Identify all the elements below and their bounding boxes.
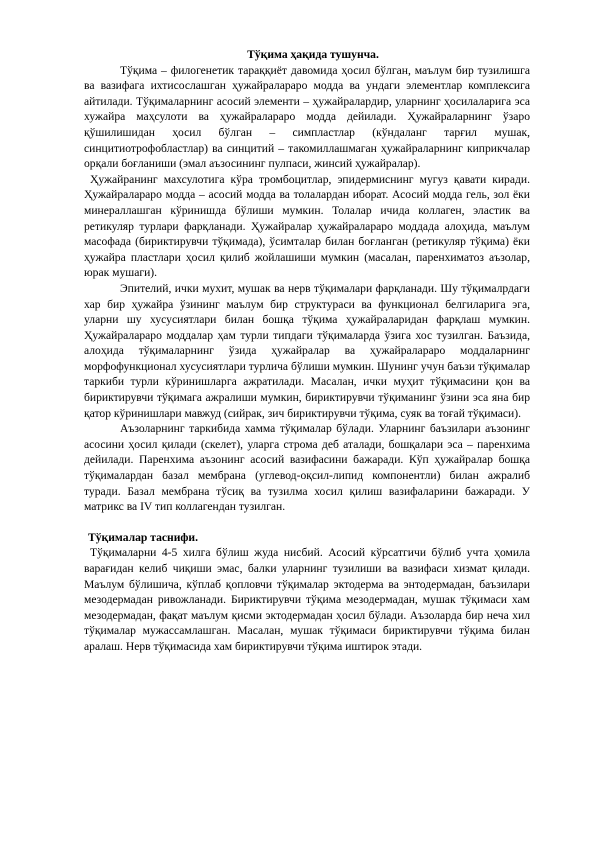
paragraph-intercellular-substance: Ҳужайранинг махсулотига кўра тромбоцитлар, эпидермиснинг мугуз қавати киради. Ҳужайралараро модда – асосий модда ва толалардан иборат. Асосий модда гель, зол ёки минераллашган кўринишда бўлиши мумкин. Толалар ичида коллаген, эластик ва ретикуляр турлари фарқланади. Ҳужайралар ҳужайралараро моддада алоҳида, маълум масофада (бириктирувчи тўқимада), ўсимталар билан боғланган (ретикуляр тўқима) ёки ҳужайра пластлари ҳосил қилиб жойлашиши мумкин (масалан, паренхиматоз аъзолар, юрак мушаги). [84, 172, 530, 280]
page-title: Тўқима ҳақида тушунча. [247, 48, 379, 61]
paragraph-definition: Тўқима – филогенетик тараққиёт давомида ҳосил бўлган, маълум бир тузилишга ва вазифага ихтисослашган ҳужайралараро модда ва ундаги элементлар комплексига айтилади. Тўқималарнинг асосий элементи – ҳужайралардир, уларнинг ҳосилаларига эса хужайра маҳсулоти ва ҳужайралараро модда дейилади. Ҳужайраларнинг ўзаро қўшилишидан ҳосил бўлган – симпластлар (кўндаланг тарғил мушак, синцитиотрофобластлар) ва синцитий – такомиллашмаган ҳужайраларнинг киприкчалар орқали боғланиши (эмал аъзосининг пулпаси, жинсий ҳужайралар). [84, 63, 530, 171]
paragraph-tissue-types: Эпителий, ички мухит, мушак ва нерв тўқималари фарқланади. Шу тўқималрдаги хар бир ҳужайра ўзининг маълум бир структураси ва функционал белгиларига эга, уларни шу хусусиятлари билан бошқа тўқима ҳужайраларидан фарқлаш мумкин. Ҳужайралараро моддалар ҳам турли типдаги тўқималарда ўзига хос тузилган. Баъзида, алоҳида тўқималарнинг ўзида ҳужайралар ва ҳужайралараро моддаларнинг морфофункционал хусусиятлари турлича бўлиши мумкин. Шунинг учун баъзи тўқималар таркиби турли кўринишларга ажратилади. Масалан, ички муҳит тўқимасини қон ва бириктирувчи тўқимага ажралиши мумкин, бириктирувчи тўқиманинг ўзини эса яна бир қатор кўринишлари мавжуд (сийрак, зич бириктирувчи тўқима, суяк ва тоғай тўқимаси). [84, 281, 530, 420]
document-page [84, 47, 530, 655]
section-spacer [84, 515, 530, 530]
paragraph-organ-composition: Аъзоларнинг таркибида хамма тўқималар бўлади. Уларнинг баъзилари аъзонинг асосини ҳосил қилади (скелет), уларга строма деб аталади, бошқалари эса – паренхима дейилади. Паренхима аъзонинг асосий вазифасини бажаради. Кўп ҳужайралар бошқа тўқималардан базал мембрана (углевод-оқсил-липид компонентли) билан ажралиб туради. Базал мембрана тўсиқ ва тузилма хосил қилиш вазифаларини бажаради. У матрикс ва IV тип коллагендан тузилган. [84, 422, 530, 514]
paragraph-classification: Тўқималарни 4-5 хилга бўлиш жуда нисбий. Асосий кўрсатгичи бўлиб учта ҳомила варағидан келиб чиқиши эмас, балки уларнинг тузилиши ва вазифаси хизмат қилади. Маълум бўлишича, кўплаб қопловчи тўқималар эктодерма ва энтодермадан, баъзилари мезодермадан ривожланади. Бириктирувчи тўқима мезодермадан, мушак тўқимаси хам мезодермадан, фақат маълум қисми эктодермадан ҳосил бўлади. Аъзоларда бир неча хил тўқималар мужассамлашган. Масалан, мушак тўқимаси бириктирувчи тўқима билан аралаш. Нерв тўқимасида хам бириктирувчи тўқима иштирок этади. [84, 546, 530, 653]
section-heading: Тўқималар таснифи. [88, 530, 198, 544]
